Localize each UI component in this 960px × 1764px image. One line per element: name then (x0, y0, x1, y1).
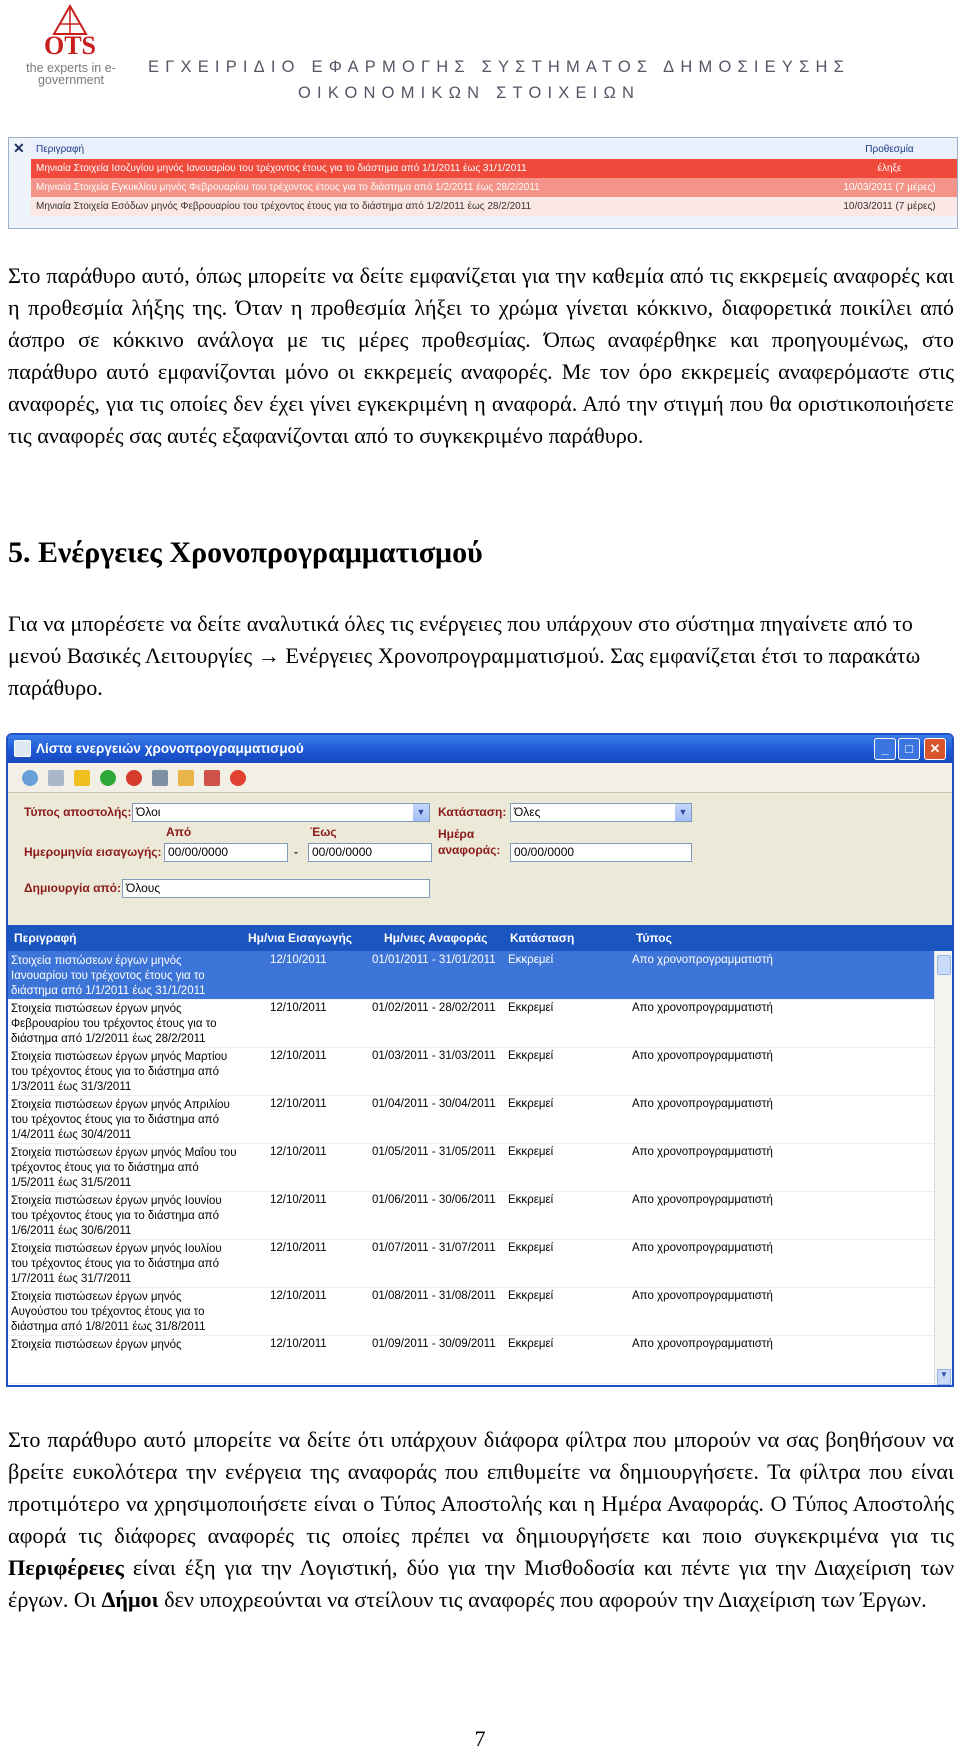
col-insert-date[interactable]: Ημ/νια Εισαγωγής (248, 931, 353, 945)
row-status: Εκκρεμεί (508, 954, 554, 966)
paragraph-filters (8, 1424, 954, 1616)
table-row[interactable] (8, 1335, 934, 1384)
row-type: Απο χρονοπρογραμματιστή (632, 1002, 773, 1014)
row-type: Απο χρονοπρογραμματιστή (632, 1050, 773, 1062)
actions-grid (8, 925, 952, 1387)
col-type[interactable]: Τύπος (636, 931, 672, 945)
row-description: Στοιχεία πιστώσεων έργων μηνός Μαΐου του τρέχοντος έτους για το διάστημα από 1/5/2011 έως 31/5/2011 (11, 1147, 237, 1189)
row-insert-date: 12/10/2011 (270, 954, 327, 966)
row-type: Απο χρονοπρογραμματιστή (632, 1338, 773, 1350)
save-icon[interactable] (152, 770, 168, 786)
text-run: δεν υποχρεούνται να στείλουν τις αναφορές που αφορούν την Διαχείριση των Έργων. (158, 1587, 927, 1612)
row-ref-dates: 01/04/2011 - 30/04/2011 (372, 1098, 496, 1110)
bold-regions: Περιφέρειες (8, 1555, 124, 1580)
row-type: Απο χρονοπρογραμματιστή (632, 1098, 773, 1110)
text-run: είναι έξη για την Λογιστική, δύο για την Μισθοδοσία και πέντε για την Διαχείριση των έργων. Οι (8, 1555, 954, 1612)
row-status: Εκκρεμεί (508, 1002, 554, 1014)
row-description: Στοιχεία πιστώσεων έργων μηνός Ιανουαρίου του τρέχοντος έτους για το διάστημα από 1/1/2011 έως 31/1/2011 (11, 955, 206, 997)
table-row[interactable] (31, 197, 957, 216)
list-icon[interactable] (48, 770, 64, 786)
send-type-label: Τύπος αποστολής: (24, 805, 132, 819)
col-description[interactable]: Περιγραφή (31, 140, 822, 159)
scroll-thumb[interactable] (937, 955, 951, 975)
row-status: Εκκρεμεί (508, 1242, 554, 1254)
table-row[interactable] (31, 159, 957, 178)
created-by-input[interactable]: Όλους (122, 879, 430, 898)
toolbar (8, 763, 952, 793)
section-heading: 5. Ενέργειες Χρονοπρογραμματισμού (8, 536, 483, 569)
row-ref-dates: 01/09/2011 - 30/09/2011 (372, 1338, 496, 1350)
close-button[interactable]: ✕ (924, 738, 946, 760)
table-row[interactable] (31, 178, 957, 197)
row-description: Στοιχεία πιστώσεων έργων μηνός (11, 1339, 182, 1351)
table-row[interactable] (8, 1191, 934, 1240)
logo-caption: the experts in e-government (26, 61, 116, 87)
row-ref-dates: 01/08/2011 - 31/08/2011 (372, 1290, 496, 1302)
logo-text: OTS (43, 31, 97, 60)
col-ref-dates[interactable]: Ημ/νιες Αναφοράς (384, 931, 488, 945)
row-insert-date: 12/10/2011 (270, 1050, 327, 1062)
row-description: Στοιχεία πιστώσεων έργων μηνός Ιουλίου του τρέχοντος έτους για το διάστημα από 1/7/2011 έως 31/7/2011 (11, 1243, 222, 1285)
paragraph-menu-path: Για να μπορέσετε να δείτε αναλυτικά όλες τις ενέργειες που υπάρχουν στο σύστημα πηγαίνετε από το μενού Βασικές Λειτουργίες → Ενέργειες Χρονοπρογραμματισμού. Σας εμφανίζεται έτσι το παρακάτω παράθυρο. (8, 611, 921, 700)
status-select[interactable] (510, 803, 692, 822)
report-deadline: έληξε (822, 159, 957, 178)
window-title: Λίστα ενεργειών χρονοπρογραμματισμού (36, 741, 304, 756)
chevron-down-icon[interactable]: ▼ (413, 804, 429, 821)
minimize-button[interactable]: _ (874, 738, 896, 760)
cancel-icon[interactable] (230, 770, 246, 786)
send-type-select[interactable] (132, 803, 430, 822)
row-insert-date: 12/10/2011 (270, 1242, 327, 1254)
close-icon[interactable]: ✕ (13, 140, 25, 156)
chevron-down-icon[interactable]: ▼ (675, 804, 691, 821)
row-status: Εκκρεμεί (508, 1194, 554, 1206)
table-row[interactable] (8, 999, 934, 1048)
to-label: Έως (310, 825, 337, 839)
row-ref-dates: 01/03/2011 - 31/03/2011 (372, 1050, 496, 1062)
row-status: Εκκρεμεί (508, 1146, 554, 1158)
row-description: Στοιχεία πιστώσεων έργων μηνός Αυγούστου του τρέχοντος έτους για το διάστημα από 1/8/2011 έως 31/8/2011 (11, 1291, 206, 1333)
report-description: Μηνιαία Στοιχεία Εσόδων μηνός Φεβρουαρίου του τρέχοντος έτους για το διάστημα από 1/2/2011 έως 28/2/2011 (31, 197, 822, 216)
table-row[interactable] (8, 951, 934, 1000)
paragraph-pending-reports: Στο παράθυρο αυτό, όπως μπορείτε να δείτε εμφανίζεται για την καθεμία από τις εκκρεμείς αναφορές και η προθεσμία λήξης της. Όταν η προθεσμία λήξει το χρώμα γίνεται κόκκινο, διαφορετικά ποικίλει από άσπρο σε κόκκινο ανάλογα με τις μέρες προθεσμίας. Όπως αναφέρθηκε και προηγουμένως, στο παράθυρο αυτό εμφανίζονται μόνο οι εκκρεμείς αναφορές. Με τον όρο εκκρεμείς αναφερόμαστε στις αναφορές, για τις οποίες δεν έχει γίνει εγκεκριμένη η αναφορά. Από την στιγμή που θα οριστικοποιήσετε τις αναφορές σας αυτές εξαφανίζονται από το συγκεκριμένο παράθυρο. (8, 263, 954, 448)
remove-icon[interactable] (126, 770, 142, 786)
row-status: Εκκρεμεί (508, 1098, 554, 1110)
table-row[interactable] (8, 1143, 934, 1192)
manual-title-line2: ΟΙΚΟΝΟΜΙΚΩΝ ΣΤΟΙΧΕΙΩΝ (298, 84, 641, 102)
page-number: 7 (474, 1726, 486, 1751)
text-run: Στο παράθυρο αυτό μπορείτε να δείτε ότι υπάρχουν διάφορα φίλτρα που μπορούν να σας βοηθήσουν να βρείτε ευκολότερα την ενέργεια της αναφοράς που επιθυμείτε να δημιουργήσετε. Τα φίλτρα που είναι προτιμότερο να χρησιμοποιήσετε είναι ο Τύπος Αποστολής και η Ημέρα Αναφοράς. Ο Τύπος Αποστολής αφορά τις διάφορες αναφορές τις οποίες πρέπει να δημιουργήσετε και ποιο συγκεκριμένα για τις (8, 1427, 954, 1548)
status-value: Όλες (514, 805, 541, 819)
report-description: Μηνιαία Στοιχεία Ισοζυγίου μηνός Ιανουαρίου του τρέχοντος έτους για το διάστημα από 1/1/2011 έως 31/1/2011 (31, 159, 822, 178)
pending-reports-panel (8, 137, 958, 229)
ref-day-label-2: αναφοράς: (438, 843, 501, 857)
row-type: Απο χρονοπρογραμματιστή (632, 1242, 773, 1254)
table-row[interactable] (8, 1047, 934, 1096)
row-insert-date: 12/10/2011 (270, 1146, 327, 1158)
grid-header (8, 925, 952, 951)
table-row[interactable] (8, 1287, 934, 1336)
row-type: Απο χρονοπρογραμματιστή (632, 954, 773, 966)
scheduling-actions-window (6, 733, 954, 1387)
row-status: Εκκρεμεί (508, 1050, 554, 1062)
row-description: Στοιχεία πιστώσεων έργων μηνός Μαρτίου του τρέχοντος έτους για το διάστημα από 1/3/2011 έως 31/3/2011 (11, 1051, 228, 1093)
row-description: Στοιχεία πιστώσεων έργων μηνός Απριλίου του τρέχοντος έτους για το διάστημα από 1/4/2011 έως 30/4/2011 (11, 1099, 230, 1141)
row-type: Απο χρονοπρογραμματιστή (632, 1194, 773, 1206)
insert-date-label: Ημερομηνία εισαγωγής: (24, 845, 162, 859)
col-description[interactable]: Περιγραφή (14, 931, 77, 945)
report-deadline: 10/03/2011 (7 μέρες) (822, 178, 957, 197)
send-type-value: Όλοι (136, 805, 161, 819)
row-ref-dates: 01/01/2011 - 31/01/2011 (372, 954, 496, 966)
row-insert-date: 12/10/2011 (270, 1338, 327, 1350)
created-by-label: Δημιουργία από: (24, 881, 121, 895)
view-icon[interactable] (22, 770, 38, 786)
row-ref-dates: 01/06/2011 - 30/06/2011 (372, 1194, 496, 1206)
scroll-down-icon[interactable]: ▼ (937, 1369, 951, 1385)
vertical-scrollbar[interactable] (934, 951, 952, 1387)
row-ref-dates: 01/05/2011 - 31/05/2011 (372, 1146, 496, 1158)
insert-date-to-input[interactable]: 00/00/0000 (308, 843, 432, 862)
report-description: Μηνιαία Στοιχεία Εγκυκλίου μηνός Φεβρουαρίου του τρέχοντος έτους για το διάστημα από 1/2/2011 έως 28/2/2011 (31, 178, 822, 197)
row-status: Εκκρεμεί (508, 1338, 554, 1350)
col-deadline[interactable]: Προθεσμία (822, 140, 957, 159)
manual-title-line1: ΕΓΧΕΙΡΙΔΙΟ ΕΦΑΡΜΟΓΗΣ ΣΥΣΤΗΜΑΤΟΣ ΔΗΜΟΣΙΕΥΣΗΣ (148, 58, 851, 76)
row-insert-date: 12/10/2011 (270, 1098, 327, 1110)
date-range-dash: - (294, 845, 298, 859)
approve-icon[interactable] (204, 770, 220, 786)
pending-reports-table (31, 140, 957, 216)
row-ref-dates: 01/07/2011 - 31/07/2011 (372, 1242, 496, 1254)
edit-icon[interactable] (178, 770, 194, 786)
from-label: Από (166, 825, 192, 839)
window-titlebar[interactable] (8, 735, 952, 763)
row-description: Στοιχεία πιστώσεων έργων μηνός Ιουνίου του τρέχοντος έτους για το διάστημα από 1/6/2011 έως 30/6/2011 (11, 1195, 222, 1237)
table-row[interactable] (8, 1239, 934, 1288)
status-label: Κατάσταση: (438, 805, 507, 819)
add-icon[interactable] (100, 770, 116, 786)
insert-date-from-input[interactable]: 00/00/0000 (164, 843, 288, 862)
lightning-icon[interactable] (74, 770, 90, 786)
row-insert-date: 12/10/2011 (270, 1002, 327, 1014)
row-description: Στοιχεία πιστώσεων έργων μηνός Φεβρουαρίου του τρέχοντος έτους για το διάστημα από 1/2/2011 έως 28/2/2011 (11, 1003, 217, 1045)
window-icon (14, 740, 31, 757)
col-status[interactable]: Κατάσταση (510, 931, 575, 945)
row-type: Απο χρονοπρογραμματιστή (632, 1146, 773, 1158)
row-status: Εκκρεμεί (508, 1290, 554, 1302)
ref-day-label-1: Ημέρα (438, 827, 475, 841)
filter-panel (8, 793, 952, 921)
table-row[interactable] (8, 1095, 934, 1144)
report-deadline: 10/03/2011 (7 μέρες) (822, 197, 957, 216)
row-type: Απο χρονοπρογραμματιστή (632, 1290, 773, 1302)
row-insert-date: 12/10/2011 (270, 1290, 327, 1302)
bold-municipalities: Δήμοι (101, 1587, 159, 1612)
ref-day-input[interactable]: 00/00/0000 (510, 843, 692, 862)
row-insert-date: 12/10/2011 (270, 1194, 327, 1206)
maximize-button[interactable]: □ (898, 738, 920, 760)
row-ref-dates: 01/02/2011 - 28/02/2011 (372, 1002, 496, 1014)
